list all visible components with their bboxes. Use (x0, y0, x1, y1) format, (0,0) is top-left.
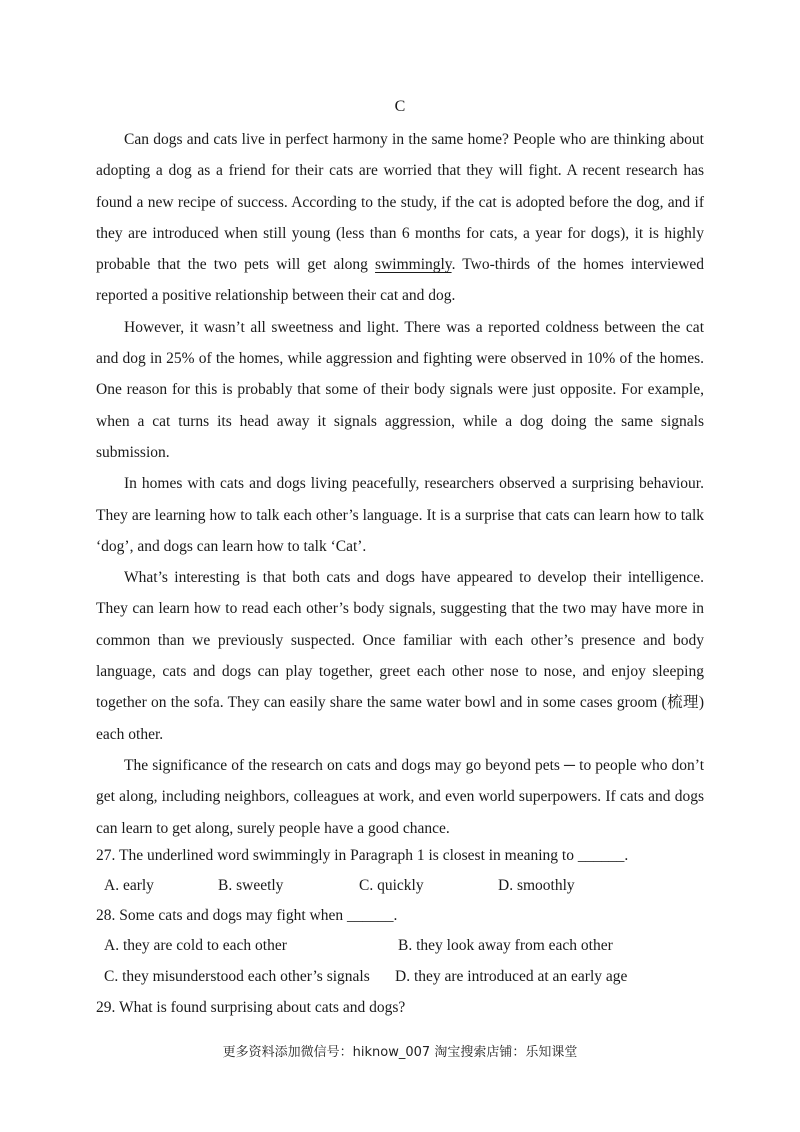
paragraph-5: The significance of the research on cats and dogs may go beyond pets ─ to people who don’t get along, including neighbors, colleagues at work, and even world superpowers. If cats and dogs can learn to get along, surely people have a good chance. (96, 756, 704, 837)
reading-passage (96, 124, 704, 844)
question-28-option-d: D. they are introduced at an early age (395, 968, 628, 985)
question-28-option-a: A. they are cold to each other (104, 937, 287, 954)
section-heading: C (394, 98, 406, 115)
question-28-option-b: B. they look away from each other (398, 937, 613, 954)
footer-note: 更多资料添加微信号：hiknow_007 淘宝搜索店铺：乐知课堂 (222, 1045, 578, 1060)
paragraph-3: In homes with cats and dogs living peacefully, researchers observed a surprising behaviour. They are learning how to talk each other’s language. It is a surprise that cats can learn how to talk ‘dog’, and dogs can learn how to talk ‘Cat’. (96, 475, 704, 555)
question-27-option-b: B. sweetly (218, 877, 284, 894)
question-29-stem: 29. What is found surprising about cats and dogs? (96, 999, 406, 1016)
question-28-stem: 28. Some cats and dogs may fight when ______. (96, 907, 398, 924)
question-27-stem: 27. The underlined word swimmingly in Paragraph 1 is closest in meaning to ______. (96, 847, 629, 864)
paragraph-2: However, it wasn’t all sweetness and light. There was a reported coldness between the cat and dog in 25% of the homes, while aggression and fighting were observed in 10% of the homes. One reason for this is probably that some of their body signals were just opposite. For example, when a cat turns its head away it signals aggression, while a dog doing the same signals submission. (96, 318, 704, 461)
paragraph-1-text-after: . Two-thirds of the homes interviewed reported a positive relationship between their cat and dog. (96, 256, 705, 305)
paragraph-4: What’s interesting is that both cats and dogs have appeared to develop their intelligence. They can learn how to read each other’s body signals, suggesting that the two may have more in common than we previously suspected. Once familiar with each other’s presence and body language, cats and dogs can play together, greet each other nose to nose, and enjoy sleeping together on the sofa. They can easily share the same water bowl and in some cases groom (梳理) each other. (96, 569, 704, 743)
paragraph-1-text-before: Can dogs and cats live in perfect harmony in the same home? People who are thinking about adopting a dog as a friend for their cats are worried that they will fight. A recent research has found a new recipe of success. According to the study, if the cat is adopted before the dog, and if they are introduced when still young (less than 6 months for cats, a year for dogs), it is highly probable that the two pets will get along (96, 131, 704, 274)
paragraph-1 (96, 124, 704, 312)
question-28-option-c: C. they misunderstood each other’s signals (104, 968, 370, 985)
underlined-word: swimmingly (375, 256, 452, 274)
question-27-option-a: A. early (104, 877, 154, 894)
question-27-option-c: C. quickly (359, 877, 424, 894)
question-27-option-d: D. smoothly (498, 877, 575, 894)
